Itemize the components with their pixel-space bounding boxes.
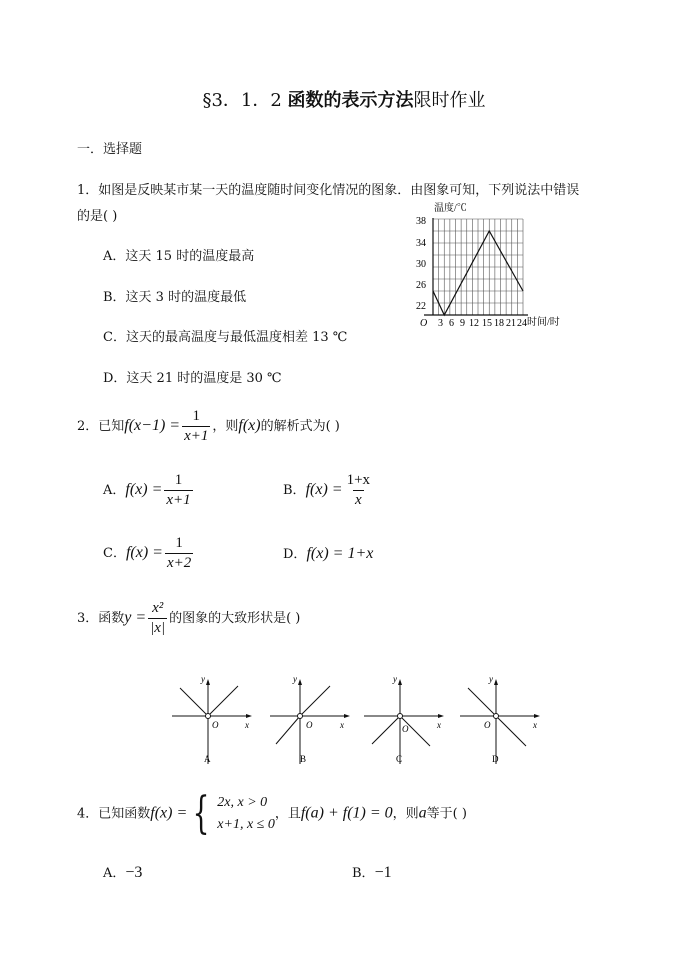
- y-tick-34: 34: [416, 238, 426, 249]
- q4-stem: 4．已知函数f(x) = { 2x, x > 0 x+1, x ≤ 0 ，且f(a) + f(1) = 0，则a等于( ): [77, 788, 467, 839]
- q3-graph-c: [362, 674, 447, 769]
- section-heading: 一．选择题: [77, 142, 143, 157]
- graph-d-right-ray: [496, 716, 526, 746]
- x-tick-12: 12: [469, 318, 479, 329]
- x-tick-6: 6: [449, 318, 454, 329]
- q3-stem: 3．函数y = $\frac{\text{x²}}{|x|}$ 的图象的大致形状是( ): [77, 600, 301, 636]
- x-tick-21: 21: [506, 318, 516, 329]
- q2-stem: 2．已知f(x−1) = $\frac{1}{x+1}$ ，则f(x)的解析式为( ): [77, 408, 340, 444]
- y-tick-26: 26: [416, 280, 426, 291]
- x-tick-15: 15: [482, 318, 492, 329]
- q1-option-b: B．这天 3 时的温度最低: [103, 290, 247, 305]
- q1-option-a: A．这天 15 时的温度最高: [103, 249, 255, 264]
- q4-option-b: B．−1: [352, 864, 392, 881]
- svg-text:O: O: [212, 720, 219, 730]
- svg-text:D: D: [492, 754, 499, 764]
- svg-text:x: x: [245, 720, 249, 730]
- y-tick-38: 38: [416, 216, 426, 227]
- graph-a-right-ray: [208, 686, 238, 716]
- q2-option-b: B．f(x) = $\frac{1+x}{x}$: [283, 472, 371, 508]
- svg-text:O: O: [484, 720, 491, 730]
- q2-option-d: D．f(x) = 1+x: [283, 545, 374, 562]
- svg-text:O: O: [402, 724, 409, 734]
- y-tick-30: 30: [416, 259, 426, 270]
- graph-c-left-ray: [372, 716, 400, 744]
- graph-d-left-ray: [468, 688, 496, 716]
- svg-text:x: x: [437, 720, 441, 730]
- svg-text:y: y: [201, 674, 205, 684]
- svg-text:B: B: [300, 754, 307, 764]
- x-tick-3: 3: [438, 318, 443, 329]
- svg-text:y: y: [293, 674, 297, 684]
- svg-text:x: x: [340, 720, 344, 730]
- chart-ylabel: 温度/℃: [434, 203, 467, 214]
- temperature-chart: [410, 198, 575, 333]
- q4-option-a: A．−3: [103, 864, 143, 881]
- q3-graph-d: [458, 674, 543, 769]
- svg-text:y: y: [489, 674, 493, 684]
- q3-graph-b: [268, 674, 353, 769]
- q2-option-a: A．f(x) = $\frac{1}{x+1}$: [103, 472, 191, 508]
- svg-text:y: y: [393, 674, 397, 684]
- graph-b-left-ray: [276, 716, 300, 744]
- svg-text:C: C: [396, 754, 403, 764]
- q1-stem-line2: 的是( ): [77, 209, 118, 224]
- svg-text:x: x: [533, 720, 537, 730]
- svg-text:A: A: [204, 754, 211, 764]
- q1-option-d: D．这天 21 时的温度是 30 ℃: [103, 371, 282, 386]
- y-tick-22: 22: [416, 301, 426, 312]
- svg-text:O: O: [306, 720, 313, 730]
- chart-xlabel: 时间/时: [527, 317, 560, 328]
- graph-b-right-ray: [300, 686, 330, 716]
- graph-a-left-ray: [180, 688, 208, 716]
- q1-stem-line1: 1．如图是反映某市某一天的温度随时间变化情况的图象．由图象可知，下列说法中错误: [77, 183, 580, 198]
- q3-graph-a: [170, 674, 255, 769]
- x-tick-9: 9: [460, 318, 465, 329]
- page-title: §3．1．2 函数的表示方法限时作业: [202, 90, 486, 111]
- q2-option-c: C．f(x) = $\frac{1}{x+2}$: [103, 535, 192, 571]
- x-tick-18: 18: [494, 318, 504, 329]
- q1-option-c: C．这天的最高温度与最低温度相差 13 ℃: [103, 330, 348, 345]
- chart-origin: O: [420, 318, 428, 329]
- x-tick-24: 24: [517, 318, 527, 329]
